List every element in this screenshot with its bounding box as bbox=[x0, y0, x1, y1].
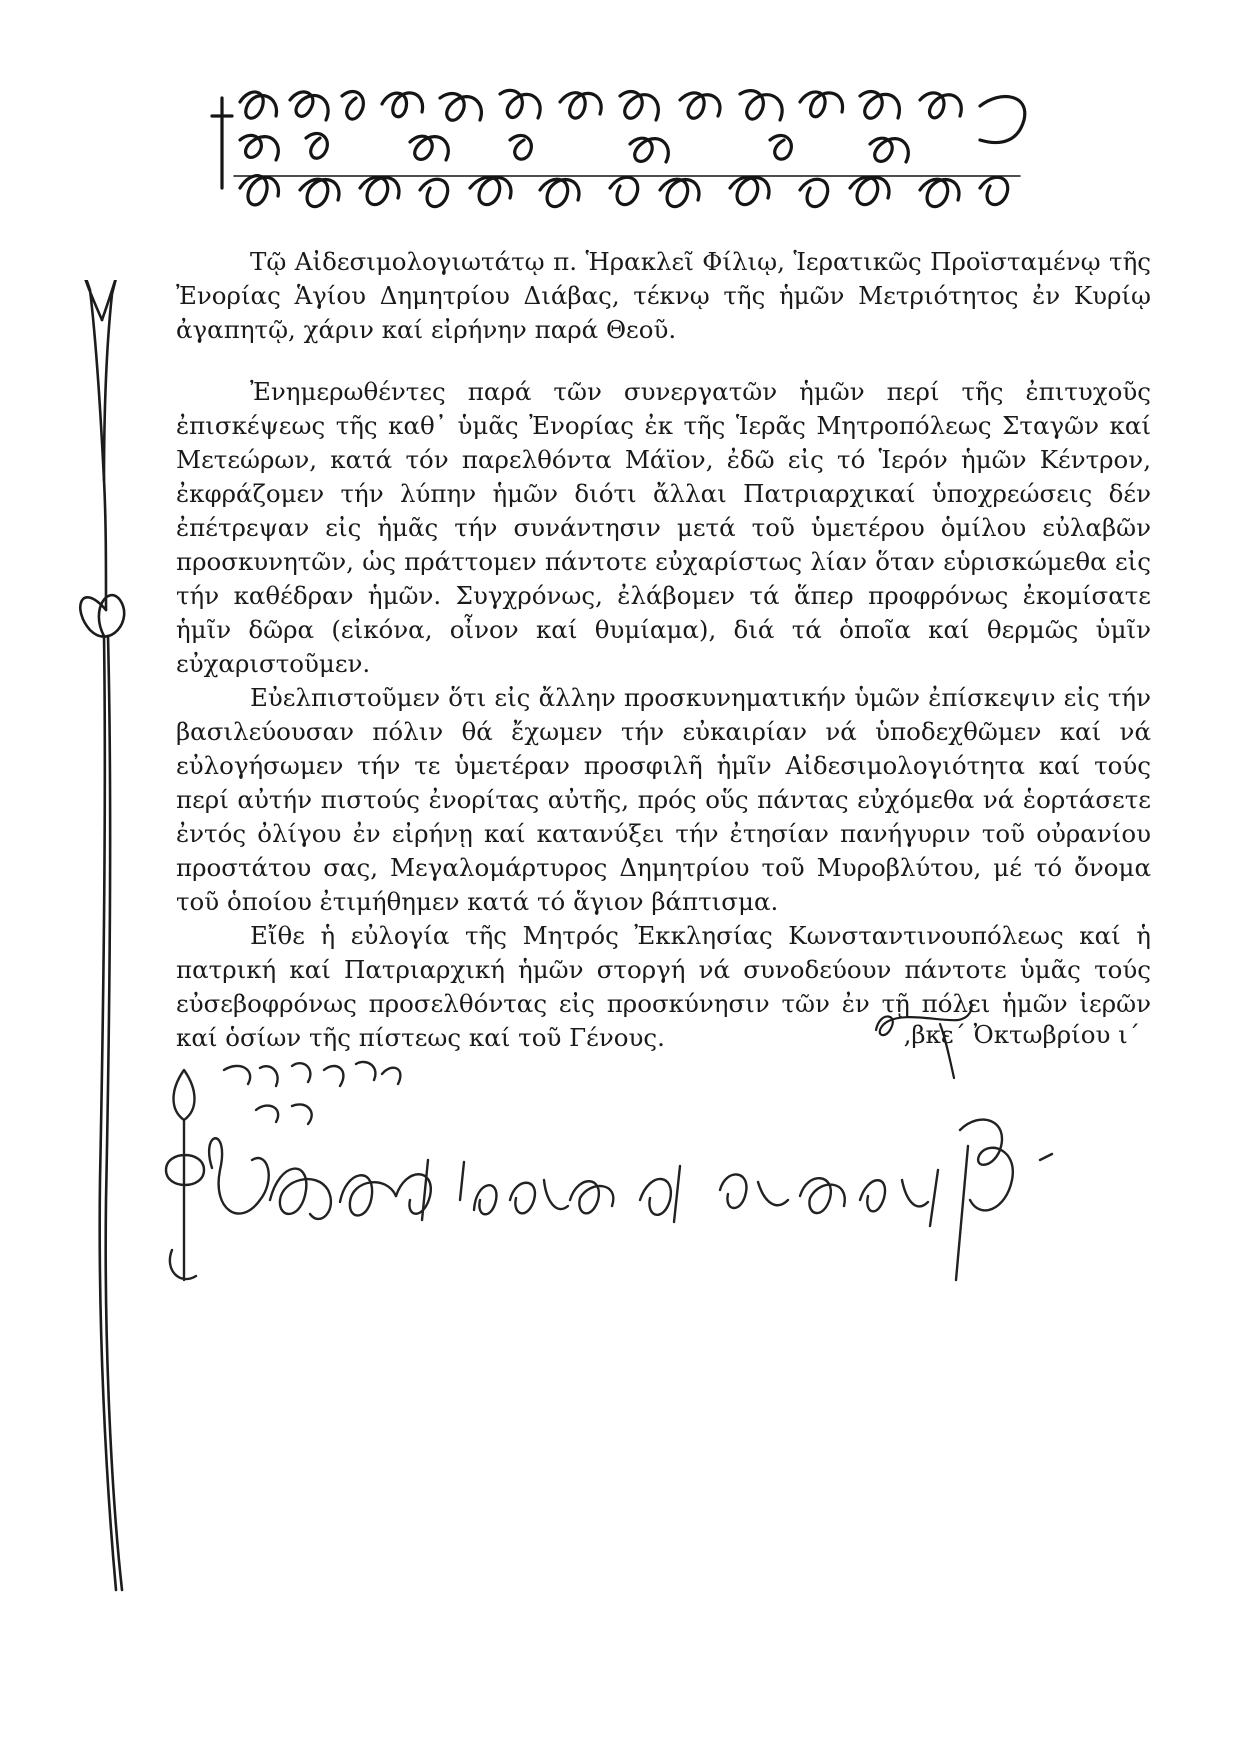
seal-cord bbox=[60, 280, 150, 1600]
calligraphic-header bbox=[210, 80, 1050, 220]
patriarch-signature bbox=[160, 1050, 1100, 1290]
letter-body bbox=[176, 245, 1151, 1055]
salutation: Τῷ Αἰδεσιμολογιωτάτῳ π. Ἡρακλεῖ Φίλιῳ, Ἱερατικῶς Προϊσταμένῳ τῆς Ἐνορίας Ἁγίου Δημητρίου Διάβας, τέκνῳ τῆς ἡμῶν Μετριότητος ἐν Κυρίῳ ἀγαπητῷ, χάριν καί εἰρήνην παρά Θεοῦ. bbox=[176, 247, 1151, 344]
paragraph-hope: Εὐελπιστοῦμεν ὅτι εἰς ἄλλην προσκυνηματικήν ὑμῶν ἐπίσκεψιν εἰς τήν βασιλεύουσαν πόλιν θά ἔχωμεν τήν εὐκαιρίαν νά ὑποδεχθῶμεν καί νά εὐλογήσωμεν τήν τε ὑμετέραν προσφιλῆ ἡμῖν Αἰδεσιμολογιότητα καί τούς περί αὐτήν πιστούς ἐνορίτας αὐτῆς, πρός οὕς πάντας εὐχόμεθα νά ἑορτάσετε ἐντός ὀλίγου ἐν εἰρήνῃ καί κατανύξει τήν ἐτησίαν πανήγυριν τοῦ οὐρανίου προστάτου σας, Μεγαλομάρτυρος Δημητρίου τοῦ Μυροβλύτου, μέ τό ὄνομα τοῦ ὁποίου ἐτιμήθημεν κατά τό ἅγιον βάπτισμα. bbox=[176, 683, 1151, 916]
letter-date: ,βκε΄ Ὀκτωβρίου ι΄ bbox=[903, 1020, 1140, 1049]
paragraph-blessing: Εἴθε ἡ εὐλογία τῆς Μητρός Ἐκκλησίας Κωνσταντινουπόλεως καί ἡ πατρική καί Πατριαρχική ἡμῶν στοργή νά συνοδεύουν πάντοτε ὑμᾶς τούς εὐσεβοφρόνως προσελθόντας εἰς προσκύνησιν τῶν ἐν τῇ πόλει ἡμῶν ἱερῶν καί ὁσίων τῆς πίστεως καί τοῦ Γένους. bbox=[176, 921, 1151, 1052]
paragraph-visit: Ἐνημερωθέντες παρά τῶν συνεργατῶν ἡμῶν περί τῆς ἐπιτυχοῦς ἐπισκέψεως τῆς καθ᾽ ὑμᾶς Ἐνορίας ἐκ τῆς Ἱερᾶς Μητροπόλεως Σταγῶν καί Μετεώρων, κατά τόν παρελθόντα Μάϊον, ἐδῶ εἰς τό Ἱερόν ἡμῶν Κέντρον, ἐκφράζομεν τήν λύπην ἡμῶν διότι ἄλλαι Πατριαρχικαί ὑποχρεώσεις δέν ἐπέτρεψαν εἰς ἡμᾶς τήν συνάντησιν μετά τοῦ ὑμετέρου ὁμίλου εὐλαβῶν προσκυνητῶν, ὡς πράττομεν πάντοτε εὐχαρίστως λίαν ὅταν εὑρισκώμεθα εἰς τήν καθέδραν ἡμῶν. Συγχρόνως, ἐλάβομεν τά ἅπερ προφρόνως ἐκομίσατε ἡμῖν δῶρα (εἰκόνα, οἶνον καί θυμίαμα), διά τά ὁποῖα καί θερμῶς ὑμῖν εὐχαριστοῦμεν. bbox=[176, 377, 1151, 678]
